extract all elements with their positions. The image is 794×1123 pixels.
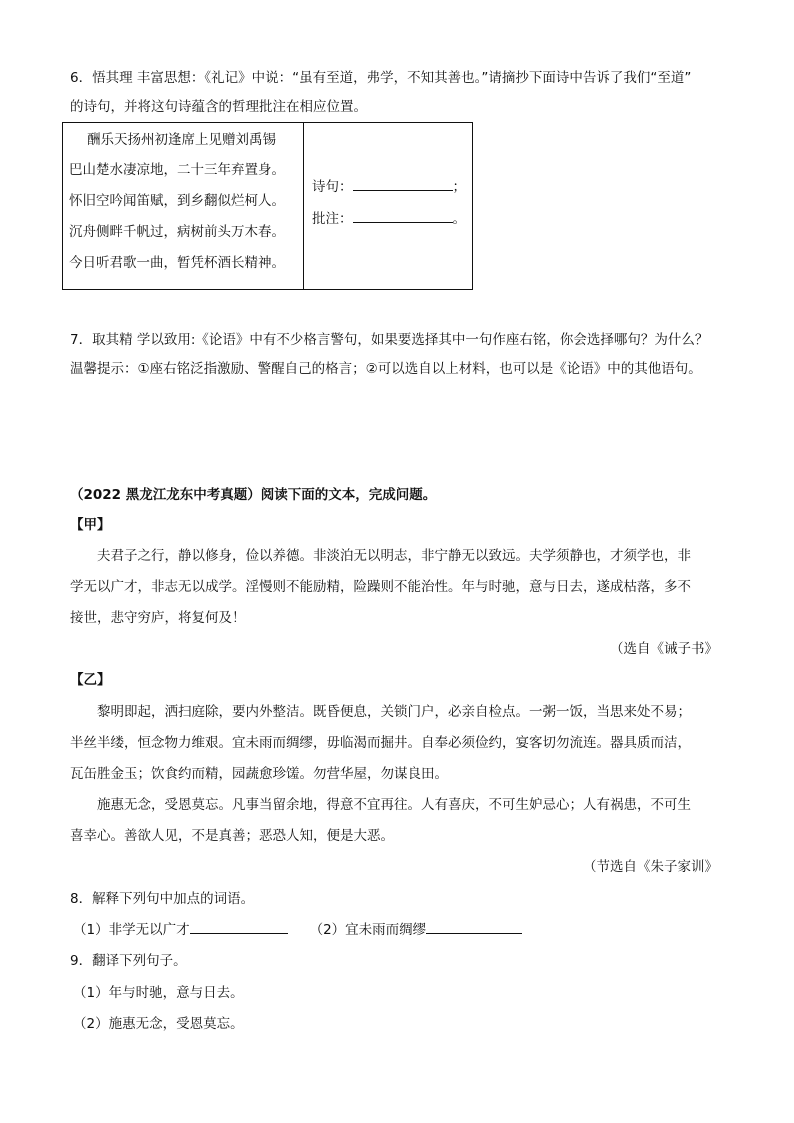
poem-title: 酬乐天扬州初逢席上见赠刘禹锡 <box>87 132 276 148</box>
q6-line1: 6．悟其理 丰富思想：《礼记》中说：“虽有至道，弗学，不知其善也。”请摘抄下面诗中告诉了我们“至道” <box>70 70 692 86</box>
answer-cell <box>304 123 473 290</box>
pizhu-end: 。 <box>452 211 466 227</box>
q9-item2: （2）施惠无念，受恩莫忘。 <box>73 1016 244 1032</box>
jia-line-3: 接世，悲守穷庐，将复何及！ <box>70 610 246 626</box>
pizhu-blank[interactable] <box>353 210 453 223</box>
q7-line1: 7．取其精 学以致用:《论语》中有不少格言警句，如果要选择其中一句作座右铭，你会选择哪句？为什么？ <box>70 332 709 348</box>
yi-line-1: 黎明即起，洒扫庭除，要内外整洁。既昏便息，关锁门户，必亲自检点。一粥一饭，当思来处不易； <box>97 704 691 720</box>
jia-source: （选自《诫子书》 <box>610 641 718 657</box>
yi-line-5: 喜幸心。善欲人见，不是真善；恶恐人知，便是大恶。 <box>70 828 394 844</box>
pizhu-row <box>312 210 466 228</box>
yi-line-2: 半丝半缕，恒念物力维艰。宜未雨而绸缪，毋临渴而掘井。自奉必须俭约，宴客切勿流连。器具质而洁， <box>70 735 691 751</box>
poem-line-2: 怀旧空吟闻笛赋，到乡翻似烂柯人。 <box>69 193 285 209</box>
q8-item2: （2）宜未雨而绸缪 <box>309 922 427 938</box>
jia-label: 【甲】 <box>70 517 111 533</box>
shiju-label: 诗句： <box>312 179 353 195</box>
q9-title: 9．翻译下列句子。 <box>70 953 187 969</box>
shiju-blank[interactable] <box>353 178 453 191</box>
poem-line-4: 今日听君歌一曲，暂凭杯酒长精神。 <box>69 255 285 271</box>
shiju-end: ； <box>452 179 466 195</box>
yi-line-4: 施惠无念，受恩莫忘。凡事当留余地，得意不宜再往。人有喜庆，不可生妒忌心；人有祸患，不可生 <box>97 797 691 813</box>
pizhu-label: 批注： <box>312 211 353 227</box>
yi-source: （节选自《朱子家训》 <box>583 859 718 875</box>
section-header: （2022 黑龙江龙东中考真题）阅读下面的文本，完成问题。 <box>70 487 437 503</box>
q9-item1: （1）年与时驰，意与日去。 <box>73 985 244 1001</box>
yi-label: 【乙】 <box>70 672 111 688</box>
poem-table <box>62 122 473 290</box>
q8-blank2[interactable] <box>426 921 522 934</box>
poem-line-3: 沉舟侧畔千帆过，病树前头万木春。 <box>69 224 285 240</box>
q8-title: 8．解释下列句中加点的词语。 <box>70 891 255 907</box>
jia-line-1: 夫君子之行，静以修身，俭以养德。非淡泊无以明志，非宁静无以致远。夫学须静也，才须学也，非 <box>97 548 691 564</box>
shiju-row <box>312 178 466 196</box>
q8-items <box>73 921 522 939</box>
poem-line-1: 巴山楚水凄凉地，二十三年弃置身。 <box>69 162 285 178</box>
q6-line2: 的诗句，并将这句诗蕴含的哲理批注在相应位置。 <box>70 99 367 115</box>
jia-line-2: 学无以广才，非志无以成学。淫慢则不能励精，险躁则不能治性。年与时驰，意与日去，遂成枯落，多不 <box>70 579 691 595</box>
q8-blank1[interactable] <box>190 921 288 934</box>
yi-line-3: 瓦缶胜金玉；饮食约而精，园蔬愈珍馐。勿营华屋，勿谋良田。 <box>70 766 448 782</box>
q8-item1: （1）非学无以广才 <box>73 922 190 938</box>
q7-line2: 温馨提示：①座右铭泛指激励、警醒自己的格言；②可以选自以上材料，也可以是《论语》中的其他语句。 <box>70 361 702 377</box>
poem-cell <box>63 123 304 290</box>
